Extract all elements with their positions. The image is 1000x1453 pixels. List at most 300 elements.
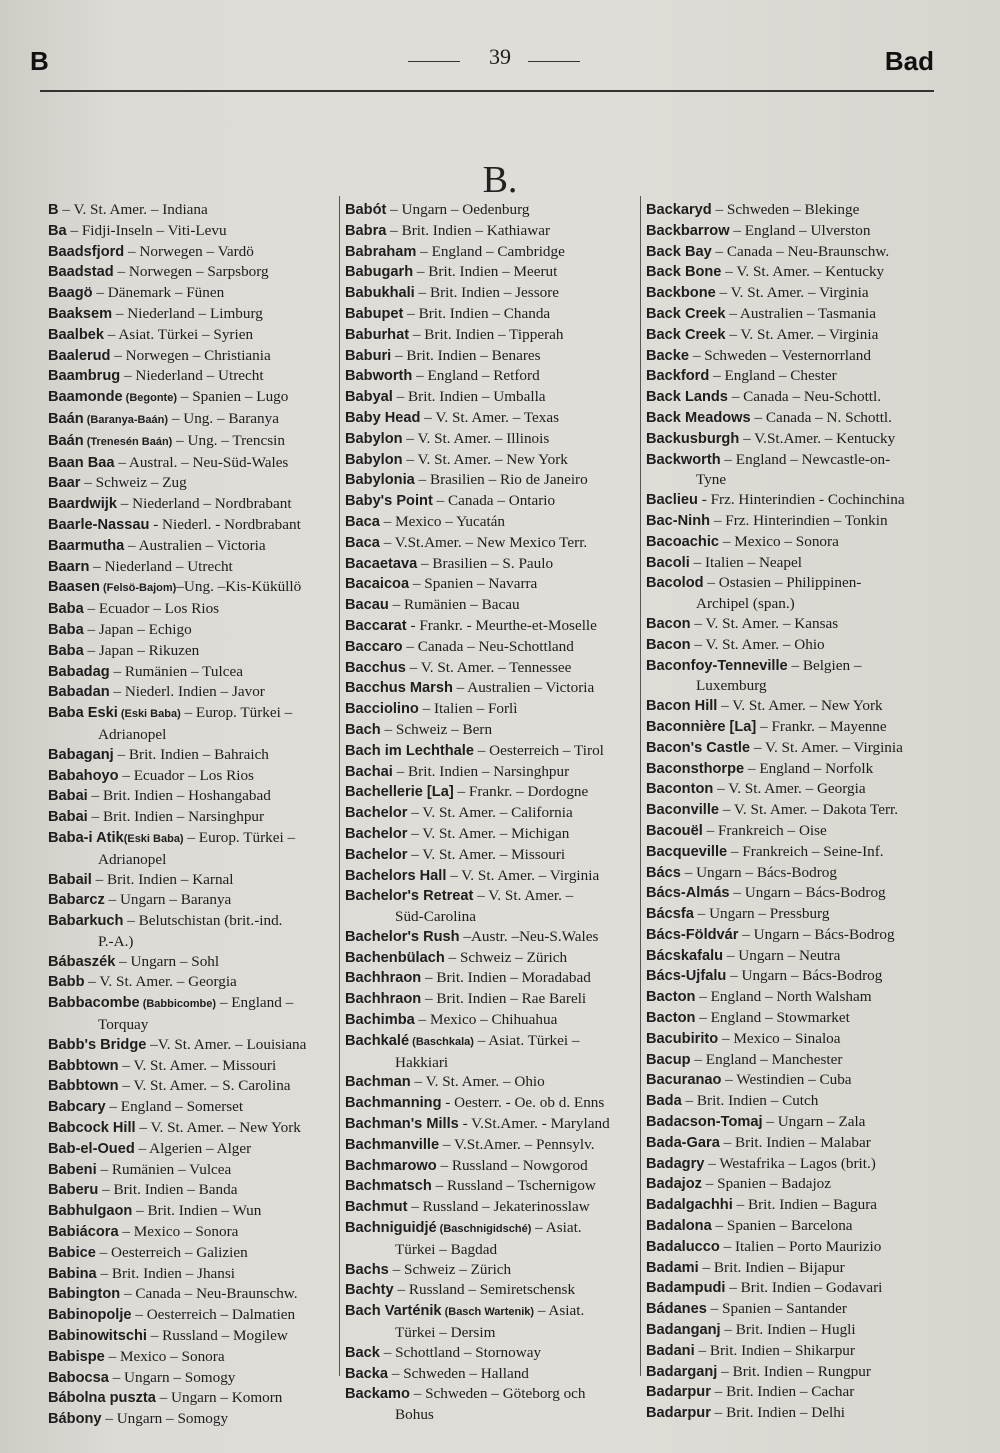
- entry-location: – Canada – Neu-Braunschw.: [120, 1285, 298, 1303]
- entry-alt-name: (Baranya-Baán): [83, 413, 169, 426]
- gazetteer-entry: [48, 1222, 338, 1243]
- entry-location: – Spanien – Santander: [706, 1300, 847, 1318]
- entry-headword: Babcary: [48, 1099, 106, 1116]
- gazetteer-entry: [48, 682, 338, 703]
- entry-location: – England – Stowmarket: [695, 1009, 850, 1027]
- gazetteer-entry: [345, 346, 635, 367]
- entry-headword: Baán: [48, 410, 84, 427]
- entry-headword: Babbacombe: [48, 995, 140, 1012]
- entry-headword: Bács-Almás: [646, 885, 730, 902]
- entry-location: – Russland – Nowgorod: [436, 1156, 588, 1174]
- running-head-right: Bad: [884, 46, 934, 76]
- gazetteer-entry: [48, 972, 338, 993]
- entry-location: – Canada – Neu-Schottl.: [727, 388, 882, 406]
- entry-headword: Baasen: [48, 579, 100, 596]
- entry-location: – V. St. Amer. – Texas: [420, 408, 560, 426]
- entry-location: – Oesterreich – Galizien: [95, 1243, 248, 1261]
- entry-headword: Babington: [48, 1286, 121, 1303]
- entry-location: – Europ. Türkei –: [180, 704, 293, 722]
- entry-location: – Canada – Neu-Braunschw.: [711, 242, 890, 260]
- entry-location: – Algerien – Alger: [134, 1139, 252, 1157]
- entry-headword: Bacon Hill: [646, 698, 718, 715]
- gazetteer-entry: [48, 662, 338, 683]
- gazetteer-entry: [48, 304, 338, 325]
- entry-headword: Bacolod: [646, 575, 704, 592]
- gazetteer-entry: [646, 925, 936, 946]
- gazetteer-entry: [48, 557, 338, 578]
- entry-headword: Baba: [48, 601, 84, 618]
- column-2: [345, 200, 635, 1425]
- gazetteer-entry: [646, 779, 936, 800]
- entry-headword: Badani: [646, 1342, 695, 1359]
- gazetteer-entry: [646, 863, 936, 884]
- entry-headword: Badanganj: [646, 1322, 721, 1339]
- entry-headword: Baby's Point: [345, 493, 433, 510]
- entry-headword: Babahoyo: [48, 767, 119, 784]
- entry-location: – V. St. Amer. – Missouri: [118, 1056, 277, 1074]
- entry-continuation: P.-A.): [98, 932, 134, 950]
- entry-headword: Bács-Ujfalu: [646, 968, 727, 985]
- gazetteer-entry: [345, 1135, 635, 1156]
- gazetteer-entry: [345, 1364, 635, 1385]
- gazetteer-entry: [646, 1278, 936, 1299]
- entry-headword: Bacaicoa: [345, 576, 410, 593]
- entry-headword: Babocsa: [48, 1369, 109, 1386]
- entry-location: – Belutschistan (brit.-ind.: [123, 912, 283, 930]
- gazetteer-entry: [48, 1035, 338, 1056]
- entry-location: – Frankreich – Seine-Inf.: [727, 842, 884, 860]
- entry-headword: Badalona: [646, 1218, 712, 1235]
- entry-headword: Bachhraon: [345, 991, 422, 1008]
- entry-location: – Niederland – Nordbrabant: [116, 495, 292, 513]
- entry-location: – V. St. Amer. – Illinois: [402, 429, 550, 447]
- gazetteer-entry: [48, 431, 338, 453]
- gazetteer-entry: [646, 1050, 936, 1071]
- entry-location: – Australien – Tasmania: [725, 304, 877, 322]
- gazetteer-entry: [345, 824, 635, 845]
- entry-headword: Babadag: [48, 663, 110, 680]
- gazetteer-entry: [345, 927, 635, 948]
- entry-location: – Spanien – Badajoz: [701, 1175, 832, 1193]
- entry-location: – Mexico – Sonora: [118, 1223, 239, 1241]
- entry-headword: Backworth: [646, 451, 721, 468]
- entry-location: – Brit. Indien – Chanda: [403, 304, 551, 322]
- entry-headword: Bachmarowo: [345, 1157, 437, 1174]
- gazetteer-entry: [345, 782, 635, 803]
- entry-location: – Brit. Indien – Kathiawar: [386, 221, 551, 239]
- entry-location: – V. St. Amer. – Ohio: [690, 635, 825, 653]
- gazetteer-entry: [345, 491, 635, 512]
- entry-headword: Bach im Lechthale: [345, 742, 474, 759]
- entry-headword: Bachelor: [345, 805, 408, 822]
- gazetteer-entry: [48, 1180, 338, 1201]
- entry-location: – Mexico – Sonora: [719, 532, 839, 550]
- gazetteer-entry: [345, 1301, 635, 1323]
- gazetteer-entry: [48, 1243, 338, 1264]
- entry-headword: Baarle-Nassau: [48, 516, 150, 533]
- entry-headword: Back: [345, 1344, 380, 1361]
- gazetteer-entry: [48, 807, 338, 828]
- entry-continuation: Archipel (span.): [696, 595, 795, 613]
- gazetteer-entry: [48, 641, 338, 662]
- entry-headword: Babra: [345, 222, 387, 239]
- entry-location: – V. St. Amer. – Indiana: [58, 201, 208, 218]
- entry-headword: Baby Head: [345, 409, 421, 426]
- entry-location: – Brit. Indien – Delhi: [710, 1404, 846, 1422]
- entry-location: – Canada – Ontario: [432, 492, 556, 510]
- entry-headword: Bacon: [646, 615, 691, 632]
- entry-location: – Mexico – Chihuahua: [414, 1011, 558, 1029]
- entry-headword: Bachniguidjé: [345, 1220, 437, 1237]
- column-3: [646, 200, 936, 1424]
- header-rule: [40, 90, 934, 92]
- gazetteer-entry: [48, 387, 338, 409]
- entry-location: – Frankreich – Oise: [702, 821, 827, 839]
- gazetteer-entry: [48, 1264, 338, 1285]
- gazetteer-entry: [345, 554, 635, 575]
- entry-headword: Bacuranao: [646, 1072, 722, 1089]
- entry-location: – Frankr. – Dordogne: [453, 783, 589, 801]
- entry-location: – Brit. Indien – Tipperah: [409, 325, 564, 343]
- entry-location: – Ungarn – Oedenburg: [386, 201, 530, 218]
- entry-headword: Bacchus Marsh: [345, 680, 453, 697]
- entry-location: – Spanien – Barcelona: [711, 1217, 853, 1235]
- gazetteer-entry: [48, 1347, 338, 1368]
- gazetteer-entry: [48, 577, 338, 599]
- entry-location: – Ungarn – Sohl: [115, 952, 220, 970]
- entry-location: – Mexico – Yucatán: [379, 512, 506, 530]
- entry-location: – V. St. Amer. – Georgia: [713, 780, 866, 798]
- entry-headword: Bábaszék: [48, 953, 116, 970]
- entry-headword: Baca: [345, 513, 380, 530]
- entry-location: – Schweden – Göteborg och: [409, 1385, 586, 1403]
- entry-continuation: Hakkiari: [395, 1053, 449, 1071]
- entry-headword: Back Meadows: [646, 409, 751, 426]
- gazetteer-entry: [646, 553, 936, 574]
- entry-location: – Ung. – Baranya: [168, 409, 279, 427]
- entry-location: - Frz. Hinterindien - Cochinchina: [697, 491, 905, 509]
- entry-headword: Bacoli: [646, 554, 690, 571]
- entry-location: – Spanien – Lugo: [177, 388, 289, 406]
- entry-headword: Babaganj: [48, 746, 114, 763]
- entry-headword: Backusburgh: [646, 430, 740, 447]
- entry-alt-name: (Baschkala): [409, 1035, 474, 1048]
- entry-headword: Babcock Hill: [48, 1120, 136, 1137]
- gazetteer-entry: [48, 453, 338, 474]
- gazetteer-entry: [48, 993, 338, 1015]
- gazetteer-entry: [48, 911, 338, 932]
- entry-headword: Bachelor's Retreat: [345, 888, 474, 905]
- gazetteer-entry: [345, 1260, 635, 1281]
- entry-location: – V. St. Amer. – Dakota Terr.: [719, 801, 899, 819]
- entry-location: – Russland – Tschernigow: [431, 1177, 596, 1195]
- entry-location: – Brit. Indien – Banda: [98, 1181, 238, 1199]
- section-letter: B.: [482, 159, 518, 201]
- entry-headword: Babbtown: [48, 1078, 119, 1095]
- entry-headword: Babeni: [48, 1161, 97, 1178]
- gazetteer-entry: [48, 828, 338, 850]
- gazetteer-entry: [646, 1382, 936, 1403]
- entry-location: – Norwegen – Vardö: [124, 242, 254, 260]
- gazetteer-entry: [48, 1388, 338, 1409]
- entry-headword: Babai: [48, 809, 88, 826]
- entry-location: – Niederl. Indien – Javor: [109, 683, 265, 701]
- entry-location: – Spanien – Navarra: [409, 575, 538, 593]
- entry-headword: Babinopolje: [48, 1307, 132, 1324]
- gazetteer-entry: [345, 429, 635, 450]
- gazetteer-entry: [345, 366, 635, 387]
- entry-headword: Bada: [646, 1093, 682, 1110]
- entry-headword: Backford: [646, 368, 710, 385]
- entry-location: – Ungarn – Pressburg: [693, 905, 830, 923]
- gazetteer-entry: [646, 1008, 936, 1029]
- entry-alt-name: (Trenesén Baán): [83, 435, 173, 448]
- entry-headword: Bachmanning: [345, 1095, 442, 1112]
- entry-headword: Badampudi: [646, 1280, 726, 1297]
- entry-location: – Mexico – Sonora: [104, 1347, 225, 1365]
- entry-headword: Babb's Bridge: [48, 1036, 147, 1053]
- entry-location: – Niederland – Utrecht: [89, 557, 233, 575]
- gazetteer-entry: [48, 515, 338, 536]
- entry-headword: B: [48, 202, 59, 218]
- entry-location: – Europ. Türkei –: [183, 828, 296, 846]
- gazetteer-entry: [345, 283, 635, 304]
- entry-headword: Baberu: [48, 1182, 99, 1199]
- gazetteer-entry: [646, 635, 936, 656]
- gazetteer-entry: [646, 262, 936, 283]
- gazetteer-entry: [345, 1176, 635, 1197]
- entry-headword: Backbarrow: [646, 222, 730, 239]
- entry-headword: Babót: [345, 202, 387, 218]
- entry-continuation: Bohus: [395, 1406, 434, 1424]
- entry-location: – England – North Walsham: [695, 988, 872, 1006]
- column-divider-2: [640, 196, 641, 1376]
- entry-continuation: Süd-Carolina: [395, 908, 476, 926]
- gazetteer-entry: [646, 242, 936, 263]
- gazetteer-entry: [646, 1258, 936, 1279]
- entry-headword: Bach: [345, 721, 381, 738]
- entry-location: – Frankr. – Mayenne: [756, 717, 887, 735]
- gazetteer-entry: [48, 620, 338, 641]
- entry-alt-name: (Basch Wartenik): [441, 1306, 535, 1319]
- entry-headword: Baconsthorpe: [646, 760, 745, 777]
- entry-headword: Back Creek: [646, 305, 726, 322]
- entry-location: – Russland – Mogilew: [146, 1327, 288, 1345]
- entry-headword: Bács-Földvár: [646, 926, 739, 943]
- entry-location: – V.St.Amer. – Pennsylv.: [439, 1135, 595, 1153]
- gazetteer-entry: [345, 720, 635, 741]
- gazetteer-entry: [646, 408, 936, 429]
- entry-headword: Baburhat: [345, 326, 410, 343]
- entry-location: – Brit. Indien – Malabar: [719, 1133, 871, 1151]
- entry-location: – V. St. Amer. – Virginia: [446, 866, 600, 884]
- gazetteer-entry: [345, 242, 635, 263]
- gazetteer-entry: [48, 1201, 338, 1222]
- entry-headword: Badacson-Tomaj: [646, 1114, 763, 1131]
- gazetteer-entry: [48, 1139, 338, 1160]
- entry-headword: Backaryd: [646, 202, 712, 218]
- gazetteer-entry: [646, 966, 936, 987]
- entry-headword: Babugarh: [345, 264, 414, 281]
- entry-headword: Bachimba: [345, 1012, 415, 1029]
- gazetteer-entry: [646, 532, 936, 553]
- entry-headword: Bachelor's Rush: [345, 928, 460, 945]
- entry-headword: Baca: [345, 534, 380, 551]
- entry-headword: Babai: [48, 788, 88, 805]
- entry-location: – Brit. Indien – Hugli: [720, 1321, 856, 1339]
- gazetteer-entry: [345, 200, 635, 221]
- entry-alt-name: (Eski Baba): [117, 708, 181, 721]
- entry-location: – V. St. Amer. – Ohio: [410, 1073, 545, 1091]
- entry-headword: Back Bone: [646, 264, 722, 281]
- gazetteer-entry: [646, 717, 936, 738]
- gazetteer-entry: [646, 1341, 936, 1362]
- entry-headword: Bacqueville: [646, 843, 728, 860]
- entry-location: – V. St. Amer. – Missouri: [407, 845, 566, 863]
- entry-continuation: Türkei – Bagdad: [395, 1240, 498, 1258]
- entry-location: – England – Somerset: [105, 1098, 244, 1116]
- entry-headword: Bacton: [646, 989, 696, 1006]
- entry-location: – Frz. Hinterindien – Tonkin: [710, 511, 888, 529]
- entry-location: – V. St. Amer. – Kentucky: [721, 263, 885, 281]
- gazetteer-entry: [345, 845, 635, 866]
- entry-continuation: Tyne: [696, 471, 727, 489]
- entry-location: – Japan – Rikuzen: [83, 641, 200, 659]
- entry-alt-name: (Baschnigidsché): [436, 1223, 532, 1236]
- entry-headword: Baba Eski: [48, 705, 118, 722]
- entry-headword: Bacon's Castle: [646, 739, 751, 756]
- entry-headword: Baclieu: [646, 492, 698, 509]
- gazetteer-entry: [646, 1216, 936, 1237]
- gazetteer-entry: [646, 200, 936, 221]
- entry-headword: Bachai: [345, 763, 393, 780]
- entry-location: – V. St. Amer. – Michigan: [407, 824, 570, 842]
- entry-location: – Schweden – Blekinge: [711, 201, 860, 218]
- gazetteer-entry: [345, 1010, 635, 1031]
- gazetteer-entry: [345, 866, 635, 887]
- entry-location: – Italien – Forlì: [418, 700, 518, 718]
- gazetteer-entry: [48, 786, 338, 807]
- entry-headword: Bachs: [345, 1261, 389, 1278]
- entry-headword: Baccaro: [345, 638, 403, 655]
- entry-location: – Japan – Echigo: [83, 620, 192, 638]
- gazetteer-entry: [646, 1133, 936, 1154]
- gazetteer-entry: [48, 1326, 338, 1347]
- entry-headword: Bacup: [646, 1051, 691, 1068]
- gazetteer-entry: [345, 408, 635, 429]
- entry-location: – Australien – Victoria: [452, 679, 595, 697]
- entry-location: – V. St. Amer. – New York: [717, 697, 883, 715]
- gazetteer-entry: [48, 262, 338, 283]
- entry-headword: Ba: [48, 222, 67, 239]
- entry-location: – Rumänien – Vulcea: [96, 1160, 232, 1178]
- entry-location: – Brit. Indien – Bahraich: [113, 745, 269, 763]
- gazetteer-entry: [646, 387, 936, 408]
- entry-location: – V.St.Amer. – Kentucky: [739, 429, 896, 447]
- gazetteer-entry: [345, 450, 635, 471]
- entry-location: – Brit. Indien – Godavari: [725, 1279, 883, 1297]
- gazetteer-entry: [345, 387, 635, 408]
- entry-location: – Dänemark – Fünen: [92, 284, 225, 302]
- entry-headword: Baconnière [La]: [646, 718, 757, 735]
- gazetteer-entry: [646, 656, 936, 677]
- gazetteer-entry: [345, 948, 635, 969]
- entry-headword: Babukhali: [345, 285, 415, 302]
- entry-headword: Bachmanville: [345, 1136, 440, 1153]
- entry-location: – Asiat.: [534, 1302, 585, 1320]
- gazetteer-entry: [646, 221, 936, 242]
- entry-location: – England – Chester: [709, 367, 837, 385]
- entry-location: – Italien – Porto Maurizio: [719, 1237, 882, 1255]
- entry-location: – V. St. Amer. – Tennessee: [405, 658, 572, 676]
- entry-headword: Badagry: [646, 1155, 705, 1172]
- entry-headword: Baar: [48, 475, 81, 492]
- gazetteer-entry: [48, 200, 338, 221]
- entry-headword: Bacubirito: [646, 1030, 719, 1047]
- entry-headword: Bács: [646, 864, 681, 881]
- entry-alt-name: (Babbicombe): [139, 998, 217, 1011]
- gazetteer-entry: [345, 595, 635, 616]
- gazetteer-entry: [48, 242, 338, 263]
- entry-headword: Bacau: [345, 597, 389, 614]
- entry-location: – Fidji-Inseln – Viti-Levu: [66, 221, 227, 239]
- entry-headword: Badalucco: [646, 1238, 720, 1255]
- gazetteer-entry: [345, 1343, 635, 1364]
- entry-headword: Baconfoy-Tenneville: [646, 657, 788, 674]
- entry-location: – Brit. Indien – Jessore: [414, 284, 560, 302]
- gazetteer-entry: [646, 573, 936, 594]
- gazetteer-entry: [345, 616, 635, 637]
- gazetteer-entry: [646, 842, 936, 863]
- gazetteer-entry: [646, 614, 936, 635]
- entry-continuation: Adrianopel: [98, 850, 167, 868]
- gazetteer-entry: [345, 325, 635, 346]
- gazetteer-entry: [345, 886, 635, 907]
- entry-headword: Bacaetava: [345, 555, 418, 572]
- gazetteer-entry: [646, 1070, 936, 1091]
- gazetteer-entry: [646, 450, 936, 471]
- entry-location: – Brit. Indien – Narsinghpur: [87, 808, 265, 826]
- entry-location: –V. St. Amer. – Louisiana: [146, 1035, 307, 1053]
- gazetteer-entry: [646, 490, 936, 511]
- entry-location: – Schweiz – Bern: [380, 720, 493, 738]
- entry-headword: Baba-i Atik: [48, 829, 124, 846]
- entry-continuation: Türkei – Dersim: [395, 1324, 496, 1342]
- entry-location: – Ungarn – Bács-Bodrog: [726, 967, 883, 985]
- entry-location: – Brit. Indien – Rungpur: [717, 1362, 871, 1380]
- column-divider-1: [339, 196, 340, 1376]
- entry-location: - Niederl. - Nordbrabant: [149, 515, 301, 533]
- gazetteer-entry: [646, 283, 936, 304]
- entry-location: – Mexico – Sinaloa: [718, 1029, 841, 1047]
- entry-location: – Canada – Neu-Schottland: [402, 637, 574, 655]
- entry-headword: Baardwijk: [48, 496, 117, 513]
- entry-headword: Baalerud: [48, 347, 111, 364]
- entry-location: – Brasilien – S. Paulo: [417, 554, 554, 572]
- gazetteer-entry: [646, 325, 936, 346]
- gazetteer-entry: [345, 1114, 635, 1135]
- entry-location: – Brit. Indien – Umballa: [392, 388, 546, 406]
- entry-headword: Baán: [48, 432, 84, 449]
- entry-location: – Ostasien – Philippinen-: [703, 574, 862, 592]
- gazetteer-entry: [48, 1097, 338, 1118]
- gazetteer-entry: [646, 366, 936, 387]
- entry-location: – Ungarn – Zala: [762, 1113, 866, 1131]
- entry-headword: Baagö: [48, 285, 93, 302]
- gazetteer-entry: [345, 637, 635, 658]
- entry-headword: Bachellerie [La]: [345, 784, 454, 801]
- gazetteer-entry: [48, 1118, 338, 1139]
